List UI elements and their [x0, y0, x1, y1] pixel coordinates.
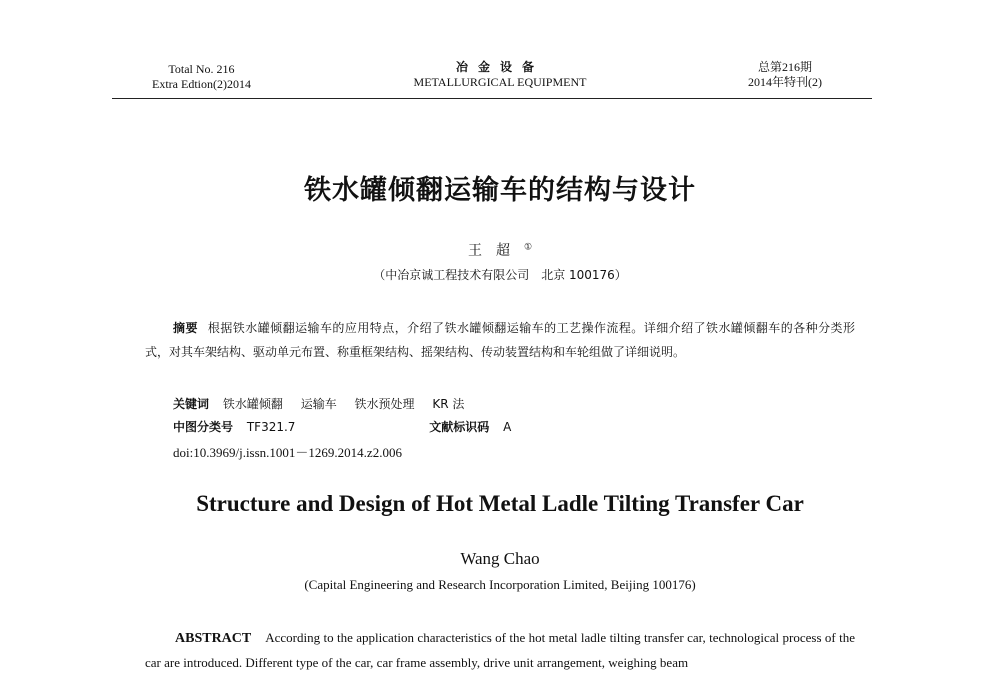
header-divider [112, 98, 872, 99]
header-journal-name [380, 60, 620, 90]
abstract-cn [145, 316, 855, 364]
doc-code-label: 文献标识码 [429, 420, 490, 434]
keywords-cn [173, 395, 478, 412]
abstract-label-cn: 摘要 [173, 321, 198, 335]
doi: doi:10.3969/j.issn.1001－1269.2014.z2.006 [173, 445, 402, 460]
abstract-en [145, 626, 855, 675]
abstract-text-cn: 根据铁水罐倾翻运输车的应用特点，介绍了铁水罐倾翻运输车的工艺操作流程。详细介绍了铁水罐倾翻车的各种分类形式，对其车架结构、驱动单元布置、称重框架结构、摇架结构、传动装置结构和车轮组做了详细说明。 [145, 321, 855, 359]
header-total-number-cn: 总第216期 [757, 60, 812, 74]
affiliation-cn: （中冶京诚工程技术有限公司 北京 100176） [373, 268, 627, 282]
author-en: Wang Chao [460, 549, 540, 568]
author-footnote-mark: ① [523, 242, 533, 253]
abstract-label-en: ABSTRACT [175, 631, 252, 646]
header-special-issue-cn: 2014年特刊(2) [748, 75, 822, 89]
header-journal-name-en: METALLURGICAL EQUIPMENT [413, 75, 587, 89]
keywords-label-cn: 关键词 [173, 397, 210, 411]
author-cn [0, 240, 1000, 260]
paper-title-cn: 铁水罐倾翻运输车的结构与设计 [304, 175, 696, 206]
author-name-cn: 王超 [467, 243, 524, 259]
keyword-item: 运输车 [300, 397, 337, 411]
header-issue-info-cn [730, 60, 840, 90]
header-total-number: Total No. 216 [168, 62, 235, 76]
keyword-item: 铁水预处理 [354, 397, 415, 411]
keyword-item: KR 法 [432, 397, 465, 411]
header-journal-name-cn: 冶金设备 [455, 60, 544, 74]
header-extra-edition: Extra Edtion(2)2014 [152, 77, 251, 91]
classification-row [173, 418, 511, 435]
clc-value: TF321.7 [246, 420, 296, 434]
abstract-text-en: According to the application characteristics of the hot metal ladle tilting transfer car, technological process of the car are introduced. Different type of the car, car frame assembly, drive unit arrangement, weighing beam [145, 630, 855, 670]
doc-code-value: A [503, 420, 512, 434]
clc-label: 中图分类号 [173, 420, 234, 434]
header-issue-info [152, 62, 251, 92]
affiliation-en: (Capital Engineering and Research Incorporation Limited, Beijing 100176) [304, 577, 696, 592]
keyword-item: 铁水罐倾翻 [222, 397, 283, 411]
paper-title-en: Structure and Design of Hot Metal Ladle Tilting Transfer Car [196, 491, 804, 516]
